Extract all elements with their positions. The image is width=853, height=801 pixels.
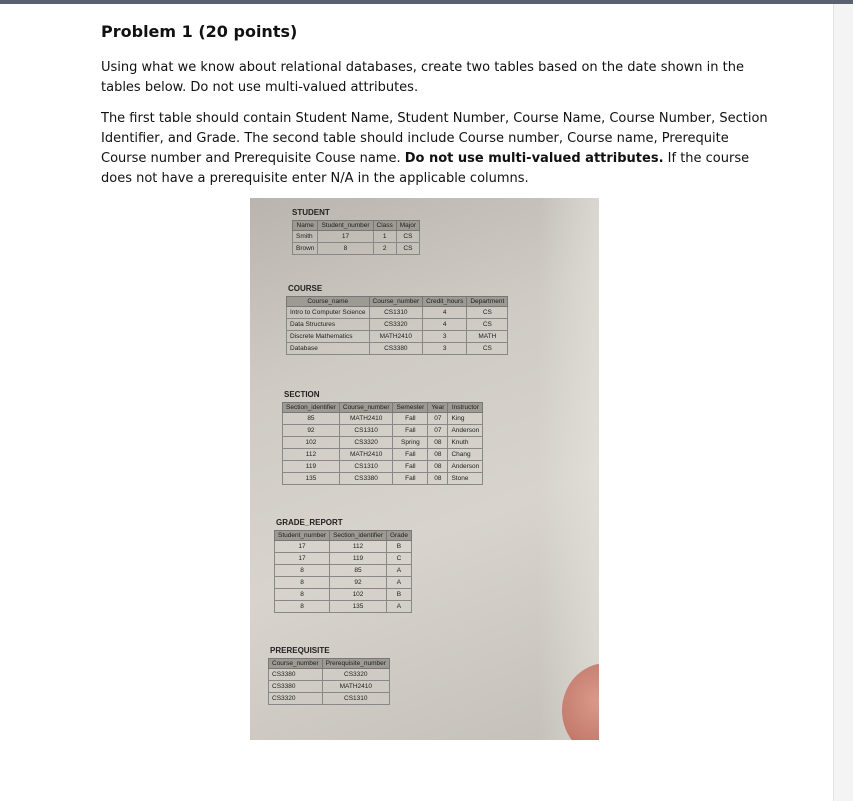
table-row: [269, 681, 390, 693]
table-row: [283, 473, 483, 485]
table-cell: Fall: [393, 449, 428, 461]
table-cell: CS1310: [369, 307, 423, 319]
column-header: Student_number: [318, 221, 373, 231]
column-header: Major: [396, 221, 419, 231]
course-table-title: COURSE: [288, 284, 323, 293]
grade-report-header-row: [275, 531, 412, 541]
table-row: [287, 307, 508, 319]
course-header-row: [287, 297, 508, 307]
grade-report-table: [274, 530, 412, 613]
table-cell: 102: [283, 437, 340, 449]
table-cell: Chang: [448, 449, 483, 461]
textbook-photo: [250, 198, 599, 740]
table-row: [275, 541, 412, 553]
table-cell: Database: [287, 343, 370, 355]
section-header-row: [283, 403, 483, 413]
table-cell: Fall: [393, 425, 428, 437]
table-cell: Fall: [393, 461, 428, 473]
table-row: [275, 565, 412, 577]
column-header: Credit_hours: [423, 297, 467, 307]
table-cell: 119: [283, 461, 340, 473]
table-cell: Discrete Mathematics: [287, 331, 370, 343]
paragraph-2-text-b: If the course does not have a prerequisite enter N/A in the applicable columns.: [101, 151, 750, 186]
table-row: [283, 413, 483, 425]
table-cell: Stone: [448, 473, 483, 485]
table-row: [275, 589, 412, 601]
table-cell: CS3380: [269, 681, 323, 693]
column-header: Department: [467, 297, 508, 307]
table-cell: 112: [283, 449, 340, 461]
table-row: [275, 601, 412, 613]
table-cell: 8: [275, 589, 330, 601]
table-cell: A: [386, 577, 411, 589]
table-cell: MATH2410: [339, 413, 393, 425]
table-row: [287, 319, 508, 331]
table-cell: 8: [275, 565, 330, 577]
table-cell: 112: [330, 541, 387, 553]
table-cell: Intro to Computer Science: [287, 307, 370, 319]
table-cell: 102: [330, 589, 387, 601]
table-cell: 17: [275, 553, 330, 565]
table-cell: Anderson: [448, 425, 483, 437]
column-header: Grade: [386, 531, 411, 541]
column-header: Class: [373, 221, 396, 231]
table-cell: 2: [373, 243, 396, 255]
table-row: [283, 437, 483, 449]
table-row: [283, 449, 483, 461]
instruction-paragraph-2: [101, 109, 771, 189]
table-cell: 92: [330, 577, 387, 589]
table-cell: CS: [396, 231, 419, 243]
table-cell: Brown: [293, 243, 318, 255]
table-cell: MATH: [467, 331, 508, 343]
table-cell: 8: [275, 577, 330, 589]
column-header: Prerequisite_number: [322, 659, 389, 669]
table-cell: 3: [423, 343, 467, 355]
table-cell: CS: [467, 307, 508, 319]
table-cell: A: [386, 565, 411, 577]
vertical-scrollbar[interactable]: [833, 4, 853, 801]
table-cell: 92: [283, 425, 340, 437]
table-cell: CS3320: [369, 319, 423, 331]
table-cell: Spring: [393, 437, 428, 449]
table-cell: CS3320: [339, 437, 393, 449]
table-cell: Anderson: [448, 461, 483, 473]
problem-heading: Problem 1 (20 points): [101, 22, 298, 41]
table-cell: CS: [467, 343, 508, 355]
instruction-paragraph-1: Using what we know about relational databases, create two tables based on the date shown in the tables below. Do not use multi-valued attributes.: [101, 60, 744, 95]
column-header: Course_number: [339, 403, 393, 413]
course-table: [286, 296, 508, 355]
column-header: Course_name: [287, 297, 370, 307]
table-cell: CS3380: [269, 669, 323, 681]
table-cell: CS1310: [339, 461, 393, 473]
section-table: [282, 402, 483, 485]
column-header: Student_number: [275, 531, 330, 541]
table-cell: B: [386, 589, 411, 601]
table-cell: CS3320: [322, 669, 389, 681]
table-cell: Knuth: [448, 437, 483, 449]
table-cell: C: [386, 553, 411, 565]
table-cell: MATH2410: [322, 681, 389, 693]
grade-report-table-title: GRADE_REPORT: [276, 518, 343, 527]
table-row: [293, 231, 420, 243]
section-table-title: SECTION: [284, 390, 320, 399]
table-cell: 135: [330, 601, 387, 613]
table-cell: Data Structures: [287, 319, 370, 331]
table-cell: 85: [283, 413, 340, 425]
table-row: [269, 669, 390, 681]
table-cell: 07: [428, 425, 448, 437]
student-table: [292, 220, 420, 255]
student-header-row: [293, 221, 420, 231]
table-cell: 8: [318, 243, 373, 255]
table-cell: 3: [423, 331, 467, 343]
table-cell: 119: [330, 553, 387, 565]
photo-page-edge: [539, 198, 599, 740]
table-cell: 08: [428, 473, 448, 485]
table-cell: CS: [396, 243, 419, 255]
table-cell: Fall: [393, 413, 428, 425]
table-cell: 4: [423, 319, 467, 331]
table-cell: CS1310: [339, 425, 393, 437]
column-header: Name: [293, 221, 318, 231]
table-cell: CS1310: [322, 693, 389, 705]
table-cell: Smith: [293, 231, 318, 243]
table-cell: 8: [275, 601, 330, 613]
table-row: [283, 461, 483, 473]
table-cell: King: [448, 413, 483, 425]
table-cell: CS3320: [269, 693, 323, 705]
table-cell: CS3380: [369, 343, 423, 355]
prerequisite-table: [268, 658, 390, 705]
table-cell: 17: [318, 231, 373, 243]
table-row: [283, 425, 483, 437]
student-table-title: STUDENT: [292, 208, 330, 217]
column-header: Section_identifier: [330, 531, 387, 541]
table-row: [275, 553, 412, 565]
table-cell: Fall: [393, 473, 428, 485]
table-cell: 135: [283, 473, 340, 485]
table-row: [275, 577, 412, 589]
table-cell: CS3380: [339, 473, 393, 485]
prerequisite-table-title: PREREQUISITE: [270, 646, 330, 655]
table-row: [287, 331, 508, 343]
prerequisite-header-row: [269, 659, 390, 669]
table-cell: MATH2410: [339, 449, 393, 461]
table-cell: 17: [275, 541, 330, 553]
table-cell: B: [386, 541, 411, 553]
table-cell: MATH2410: [369, 331, 423, 343]
column-header: Year: [428, 403, 448, 413]
table-row: [293, 243, 420, 255]
table-cell: 08: [428, 449, 448, 461]
table-cell: 1: [373, 231, 396, 243]
table-cell: 85: [330, 565, 387, 577]
table-cell: 07: [428, 413, 448, 425]
table-cell: 08: [428, 461, 448, 473]
table-row: [287, 343, 508, 355]
column-header: Instructor: [448, 403, 483, 413]
column-header: Semester: [393, 403, 428, 413]
paragraph-2-bold-text: Do not use multi-valued attributes.: [404, 151, 664, 166]
table-cell: 4: [423, 307, 467, 319]
table-cell: CS: [467, 319, 508, 331]
paragraph-2-text-a: The first table should contain Student Name, Student Number, Course Name, Course Number, Section Identifier, and Grade. The second table should include Course number, Course name, Prerequite Course number and Prerequisite Couse name.: [101, 111, 768, 166]
table-cell: A: [386, 601, 411, 613]
column-header: Section_identifier: [283, 403, 340, 413]
column-header: Course_number: [269, 659, 323, 669]
column-header: Course_number: [369, 297, 423, 307]
table-row: [269, 693, 390, 705]
table-cell: 08: [428, 437, 448, 449]
